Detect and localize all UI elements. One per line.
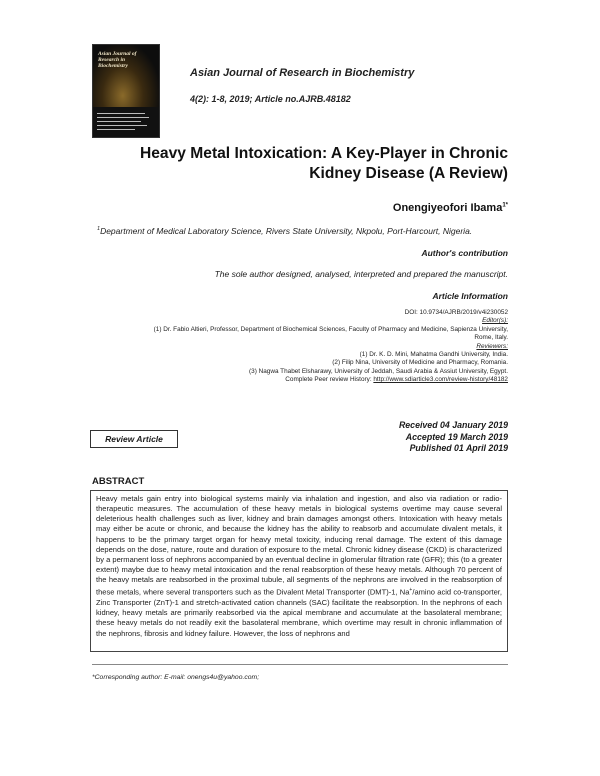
article-type-badge: Review Article xyxy=(90,430,178,448)
reviewer-entry: (2) Filip Nina, University of Medicine and Pharmacy, Romania. xyxy=(332,359,508,367)
abstract-superscript: + xyxy=(409,587,413,594)
abstract-text-part-1: Heavy metals gain entry into biological systems mainly via inhalation and ingestion, and also via radiation or radio-therapeutic measures. The accumulation of these heavy metals in biological systems overtime may cause several deleterious health challenges such as liver, kidney and brain damages amongst others. Intoxication with heavy metals may either be acute or chronic, and because the kidney has the ability to reabsorb and accumulate divalent metals, it happens to be the primary target organ for heavy metal toxicity, inducing renal damage. The extent of this damage depends on the dose, nature, route and duration of exposure to the metal. Chronic kidney disease (CKD) is characterized by a permanent loss of nephrons accompanied by an eventual decline in glomerular filtration rate (GFR); this (to a greater extent) maybe due to heavy metal intoxication and the renal reabsorption of these heavy metals. Although 70 percent of the heavy metals are reabsorbed in the proximal tubule, all segments of the nephrons are involved in the reabsorption of these metals, where several transporters such as the Divalent Metal Transporter (DMT)-1, Na xyxy=(96,494,502,597)
editor-entry: (1) Dr. Fabio Altieri, Professor, Department of Biochemical Sciences, Faculty of Pharmacy and Medicine, Sapienza University, xyxy=(153,325,508,333)
received-date: Received 04 January 2019 xyxy=(398,420,508,430)
abstract-text-part-2: /amino acid co-transporter, Zinc Transporter (ZnT)-1 and stretch-activated cation channels (SAC) facilitate the reabsorption. In the nephrons of each kidney, heavy metals are primarily reabsorbed via the apical membrane and accumulate at the basolateral membrane; these heavy metals do not readily exit the basolateral membrane, which overtime may result in chronic inflammation of the nephrons, fibrosis and kidney failure. However, the loss of nephrons and xyxy=(96,587,502,638)
affiliation-superscript: 1 xyxy=(97,226,101,233)
affiliation-text: Department of Medical Laboratory Science, Rivers State University, Nkpolu, Port-Harcourt, Nigeria. xyxy=(100,226,473,236)
article-title: Heavy Metal Intoxication: A Key-Player in Chronic Kidney Disease (A Review) xyxy=(140,145,508,182)
journal-cover-image xyxy=(92,44,160,138)
author-name xyxy=(393,202,508,214)
footnote-divider xyxy=(92,664,508,665)
peer-review-history-label: Complete Peer review History: xyxy=(285,376,374,384)
cover-band xyxy=(93,107,159,137)
abstract-heading: ABSTRACT xyxy=(92,476,145,487)
cover-title: Asian Journal of Research in Biochemistry xyxy=(98,51,137,69)
corresponding-author-note: *Corresponding author: E-mail: onengs4u@yahoo.com; xyxy=(92,674,260,681)
peer-review-history-link[interactable]: http://www.sdiarticle3.com/review-history/48182 xyxy=(373,376,508,384)
doi: DOI: 10.9734/AJRB/2019/v4i230052 xyxy=(404,309,508,316)
contribution-heading: Author's contribution xyxy=(421,248,508,258)
publication-dates xyxy=(399,420,508,455)
abstract-box xyxy=(90,490,508,652)
abstract-text xyxy=(96,494,502,639)
editor-entry-continued: Rome, Italy. xyxy=(474,334,508,342)
editors-label: Editor(s): xyxy=(482,317,508,325)
reviewer-entry: (1) Dr. K. D. Mini, Mahatma Gandhi University, India. xyxy=(359,351,508,359)
article-information-block xyxy=(78,309,508,385)
author-name-text: Onengiyeofori Ibama xyxy=(392,202,503,214)
author-affiliation xyxy=(97,226,513,236)
accepted-date: Accepted 19 March 2019 xyxy=(405,431,508,442)
reviewer-entry: (3) Nagwa Thabet Elsharawy, University of Jeddah, Saudi Arabia & Assiut University, Egypt. xyxy=(249,367,508,375)
author-superscript: 1* xyxy=(502,202,508,209)
published-date: Published 01 April 2019 xyxy=(409,443,508,453)
journal-citation: 4(2): 1-8, 2019; Article no.AJRB.48182 xyxy=(190,94,351,104)
reviewers-label: Reviewers: xyxy=(476,342,508,350)
journal-name: Asian Journal of Research in Biochemistry xyxy=(190,67,415,79)
contribution-text: The sole author designed, analysed, interpreted and prepared the manuscript. xyxy=(214,269,508,279)
article-information-heading: Article Information xyxy=(432,291,508,301)
peer-review-history xyxy=(78,376,508,384)
